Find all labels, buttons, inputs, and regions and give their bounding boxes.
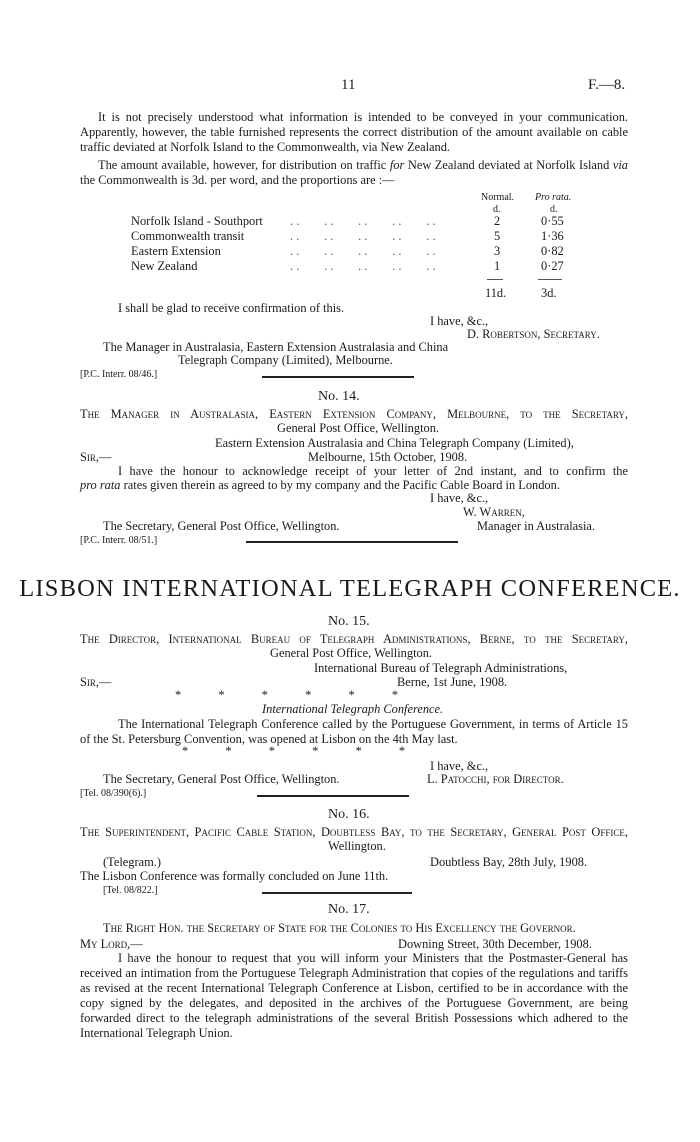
total-rule-normal	[487, 279, 503, 280]
section-heading: LISBON INTERNATIONAL TELEGRAPH CONFERENCE.	[19, 575, 681, 602]
letter-body-line-2: pro rata rates given therein as agreed to by my company and the Pacific Cable Board in London.	[80, 478, 560, 492]
organisation: Eastern Extension Australasia and China Telegraph Company (Limited),	[215, 436, 574, 450]
divider	[257, 795, 409, 797]
salutation: Sir,—	[80, 675, 112, 689]
page-number: 11	[341, 77, 356, 93]
table-row: Norfolk Island - Southport . . . . . . . . . . 2 0·55	[131, 214, 564, 228]
letter-from: The Director, International Bureau of Telegraph Administrations, Berne, to the Secretary,	[80, 632, 628, 646]
letter-from: The Right Hon. the Secretary of State for the Colonies to His Excellency the Governor.	[103, 921, 576, 935]
letter-body: The International Telegraph Conference called by the Portuguese Government, in terms of Article 15 of the St. Petersburg Convention, was opened at Lisbon on the 4th May last.	[80, 717, 628, 746]
letter-number-16: No. 16.	[328, 807, 370, 822]
signature: D. Robertson, Secretary.	[467, 327, 600, 341]
table-row: New Zealand . . . . . . . . . . 1 0·27	[131, 259, 564, 273]
file-reference: [Tel. 08/822.]	[103, 885, 158, 896]
unit-normal: d.	[493, 204, 501, 215]
series-reference: F.—8.	[588, 77, 626, 93]
subheading: International Telegraph Conference.	[262, 702, 444, 716]
salutation: Sir,—	[80, 450, 112, 464]
letter-body: The Lisbon Conference was formally concluded on June 11th.	[80, 869, 389, 883]
organisation: International Bureau of Telegraph Administrations,	[314, 661, 568, 675]
place-date: Doubtless Bay, 28th July, 1908.	[430, 855, 588, 869]
place-date: Melbourne, 15th October, 1908.	[308, 450, 468, 464]
signature: W. Warren,	[463, 505, 525, 519]
column-header-prorata: Pro rata.	[535, 192, 572, 203]
signoff: I have, &c.,	[430, 491, 489, 505]
letter-from: The Superintendent, Pacific Cable Station, Doubtless Bay, to the Secretary, General Post Office,	[80, 825, 628, 839]
file-reference: [P.C. Interr. 08/46.]	[80, 369, 158, 380]
letter-from: The Manager in Australasia, Eastern Extension Company, Melbourne, to the Secretary,	[80, 407, 628, 421]
unit-prorata: d.	[550, 204, 558, 215]
total-prorata: 3d.	[541, 286, 557, 300]
letter-from-line-2: Wellington.	[328, 839, 386, 853]
signatory-position: Manager in Australasia.	[477, 519, 596, 533]
letter-from-line-2: General Post Office, Wellington.	[270, 646, 432, 660]
letter-number-15: No. 15.	[328, 614, 370, 629]
letter-body: I have the honour to request that you will inform your Ministers that the Postmaster-General has received an intimation from the Portuguese Telegraph Administration that copies of the regulations and tariffs as revised at the recent International Telegraph Conference at Lisbon, certified to be in accordance with the copy signed by the delegates, and deposited in the archives of the Portuguese Government, are being forwarded direct to the telegraph administrations of the several British Possessions which adhered to the International Telegraph Union.	[80, 951, 628, 1040]
table-row: Eastern Extension . . . . . . . . . . 3 0·82	[131, 244, 564, 258]
ellipsis-stars: * * * * * *	[175, 688, 399, 702]
total-rule-prorata	[538, 279, 562, 280]
place-date: Berne, 1st June, 1908.	[397, 675, 508, 689]
letter-from-line-2: General Post Office, Wellington.	[277, 421, 439, 435]
table-row: Commonwealth transit . . . . . . . . . . 5 1·36	[131, 229, 564, 243]
paragraph-amount-available: The amount available, however, for distribution on traffic for New Zealand deviated at Norfolk Island via the Commonwealth is 3d. per word, and the proportions are :—	[80, 158, 628, 187]
letter-number-17: No. 17.	[328, 902, 370, 917]
letter-number-14: No. 14.	[318, 389, 360, 404]
place-date: Downing Street, 30th December, 1908.	[398, 937, 592, 951]
divider	[262, 376, 414, 378]
paragraph-distribution: It is not precisely understood what information is intended to be conveyed in your communication. Apparently, however, the table furnished represents the correct distribution of the amount available on cable traffic deviated at Norfolk Island to the Commonwealth, via New Zealand.	[80, 110, 628, 154]
telegram-label: (Telegram.)	[103, 855, 161, 869]
ellipsis-stars: * * * * * *	[182, 744, 406, 758]
signoff: I have, &c.,	[430, 314, 489, 328]
column-header-normal: Normal.	[481, 192, 515, 203]
salutation: My Lord,—	[80, 937, 143, 951]
addressee: The Secretary, General Post Office, Wellington.	[103, 519, 340, 533]
closing-line: I shall be glad to receive confirmation of this.	[118, 301, 345, 315]
addressee-line-2: Telegraph Company (Limited), Melbourne.	[178, 353, 393, 367]
signature: L. Patocchi, for Director.	[427, 772, 564, 786]
letter-body: I have the honour to acknowledge receipt of your letter of 2nd instant, and to confirm the	[118, 464, 628, 478]
addressee: The Manager in Australasia, Eastern Extension Australasia and China	[103, 340, 449, 354]
file-reference: [Tel. 08/390(6).]	[80, 788, 147, 799]
section-divider	[246, 541, 458, 543]
total-normal: 11d.	[485, 286, 507, 300]
file-reference: [P.C. Interr. 08/51.]	[80, 535, 158, 546]
addressee: The Secretary, General Post Office, Wellington.	[103, 772, 340, 786]
signoff: I have, &c.,	[430, 759, 489, 773]
divider	[262, 892, 412, 894]
